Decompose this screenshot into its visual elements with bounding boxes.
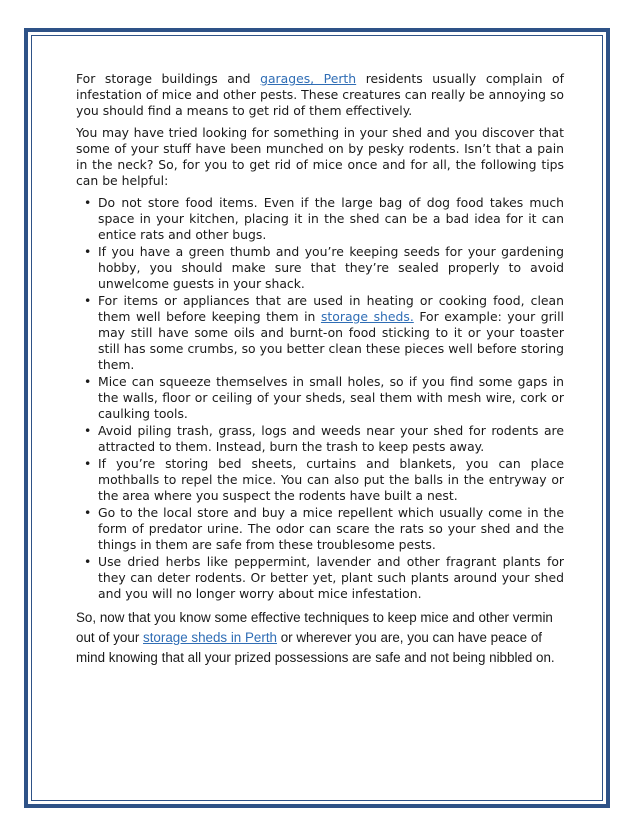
storage-sheds-perth-link[interactable]: storage sheds in Perth xyxy=(143,630,277,645)
document-body xyxy=(76,71,564,674)
list-item xyxy=(98,293,564,373)
tip-text-start: For items or appliances that are used in heating or cooking food, clean them well before keeping them in xyxy=(98,293,564,324)
storage-sheds-link[interactable]: storage sheds. xyxy=(320,309,414,324)
closing-text-end: or wherever you are, you can have peace of mind knowing that all your prized possessions are safe and not being nibbled on. xyxy=(76,630,555,665)
closing-paragraph xyxy=(76,608,564,668)
intro-text-start: For storage buildings and xyxy=(76,71,261,86)
tip-text-end: For example: your grill may still have some oils and burnt-on food sticking to it or your toaster still has some crumbs, so you better clean these pieces well before storing them. xyxy=(98,309,565,372)
intro-paragraph xyxy=(76,71,564,119)
list-item: • If you’re storing bed sheets, curtains and blankets, you can place mothballs to repel the mice. You can also put the balls in the entryway or the area where you suspect the rodents have built a nest. xyxy=(98,456,564,504)
closing-text-start: So, now that you know some effective techniques to keep mice and other vermin out of your xyxy=(76,610,553,645)
list-item: • Mice can squeeze themselves in small holes, so if you find some gaps in the walls, floor or ceiling of your sheds, seal them with mesh wire, cork or caulking tools. xyxy=(98,374,564,422)
garages-perth-link[interactable]: garages, Perth xyxy=(260,71,357,86)
tips-list xyxy=(76,195,564,602)
list-item: • If you have a green thumb and you’re keeping seeds for your gardening hobby, you should make sure that they’re sealed properly to avoid unwelcome guests in your shack. xyxy=(98,244,564,292)
list-item: • Use dried herbs like peppermint, lavender and other fragrant plants for they can deter rodents. Or better yet, plant such plants around your shed and you will no longer worry about mice infestation. xyxy=(98,554,564,602)
list-item: • Go to the local store and buy a mice repellent which usually come in the form of predator urine. The odor can scare the rats so your shed and the things in them are safe from these troublesome pests. xyxy=(98,505,564,553)
context-paragraph: You may have tried looking for something in your shed and you discover that some of your stuff have been munched on by pesky rodents. Isn’t that a pain in the neck? So, for you to get rid of mice once and for all, the following tips can be helpful: xyxy=(76,125,564,188)
list-item: • Do not store food items. Even if the large bag of dog food takes much space in your kitchen, placing it in the shed can be a bad idea for it can entice rats and other bugs. xyxy=(98,195,564,243)
list-item: • Avoid piling trash, grass, logs and weeds near your shed for rodents are attracted to them. Instead, burn the trash to keep pests away. xyxy=(98,423,564,455)
intro-text-end: residents usually complain of infestation of mice and other pests. These creatures can really be annoying so you should find a means to get rid of them effectively. xyxy=(76,71,564,118)
